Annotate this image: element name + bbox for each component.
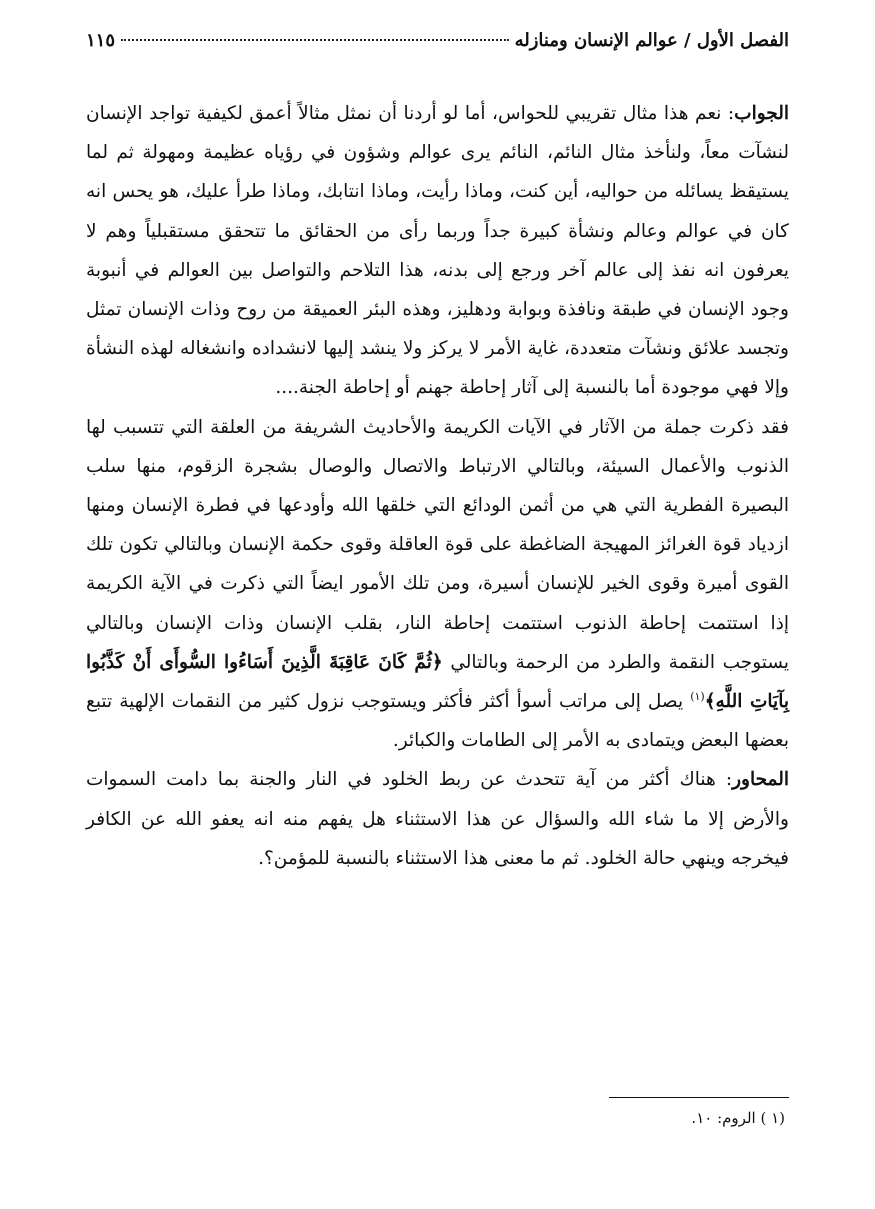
leader-dots — [121, 39, 509, 41]
interlocutor-paragraph — [86, 760, 789, 878]
footnote-separator — [609, 1097, 789, 1098]
page-number: ١١٥ — [86, 30, 116, 51]
page-body — [86, 94, 789, 878]
effects-paragraph — [86, 408, 789, 761]
chapter-title: الفصل الأول / عوالم الإنسان ومنازله — [514, 30, 789, 51]
footnote-reference: (١) — [690, 689, 705, 703]
answer-paragraph — [86, 94, 789, 408]
quran-verse: ﴿ثُمَّ كَانَ عَاقِبَةَ الَّذِينَ أَسَاءُوا السُّوأَى أَنْ كَذَّبُوا بِآيَاتِ اللَّهِ﴾ — [86, 651, 789, 713]
effects-text-before: فقد ذكرت جملة من الآثار في الآيات الكريمة والأحاديث الشريفة من العلقة التي تتسبب لها الذنوب والأعمال السيئة، وبالتالي الارتباط والاتصال والوصال بشجرة الزقوم، منها سلب البصيرة الفطرية التي هي من أثمن الودائع التي خلقها الله وأودعها في فطرة الإنسان ومنها ازدياد قوة الغرائز المهيجة الضاغطة على قوة العاقلة وقوى حكمة الإنسان وبالتالي تكون تلك القوى أميرة وقوى الخير للإنسان أسيرة، ومن تلك الأمور ايضاً التي ذكرت في الآية الكريمة إذا استتمت إحاطة الذنوب استتمت إحاطة النار، بقلب الإنسان وذات الإنسان وبالتالي يستوجب النقمة والطرد من الرحمة وبالتالي — [86, 416, 789, 673]
running-header — [86, 30, 789, 51]
footnote: (١ ) الروم: ١٠. — [691, 1109, 785, 1127]
interlocutor-label: المحاور — [732, 769, 789, 791]
interlocutor-text: : هناك أكثر من آية تتحدث عن ربط الخلود في النار والجنة بما دامت السموات والأرض إلا ما شاء الله والسؤال عن هذا الاستثناء هل يفهم منه انه يعفو الله عن الكافر فيخرجه وينهي حالة الخلود. ثم ما معنى هذا الاستثناء بالنسبة للمؤمن؟. — [86, 769, 789, 869]
answer-text: : نعم هذا مثال تقريبي للحواس، أما لو أردنا أن نمثل مثالاً أعمق لكيفية تواجد الإنسان لنشآت معاً، ولنأخذ مثال النائم، النائم يرى عوالم وشؤون في رؤياه عظيمة ومهولة ثم لما يستيقظ يسائله من حواليه، أين كنت، وماذا رأيت، وماذا انتابك، وماذا طرأ عليك، هو يحس انه كان في عوالم وعالم ونشأة كبيرة جداً وربما رأى من الحقائق ما تتحقق مستقبلياً وهم لا يعرفون انه نفذ إلى عالم آخر ورجع إلى بدنه، هذا التلاحم والتواصل بين العوالم في أنبوبة وجود الإنسان في طبقة ونافذة وبوابة ودهليز، وهذه البئر العميقة من روح وذات الإنسان تمثل وتجسد علائق ونشآت متعددة، غاية الأمر لا يركز ولا ينشد إليها لانشداده وانشغاله لهذه النشأة وإلا فهي موجودة أما بالنسبة إلى آثار إحاطة جهنم أو إحاطة الجنة.... — [86, 103, 789, 399]
answer-label: الجواب — [734, 103, 789, 124]
effects-text-after: يصل إلى مراتب أسوأ أكثر فأكثر ويستوجب نزول كثير من النقمات الإلهية تتبع بعضها البعض ويتمادى به الأمر إلى الطامات والكبائر. — [86, 691, 789, 752]
